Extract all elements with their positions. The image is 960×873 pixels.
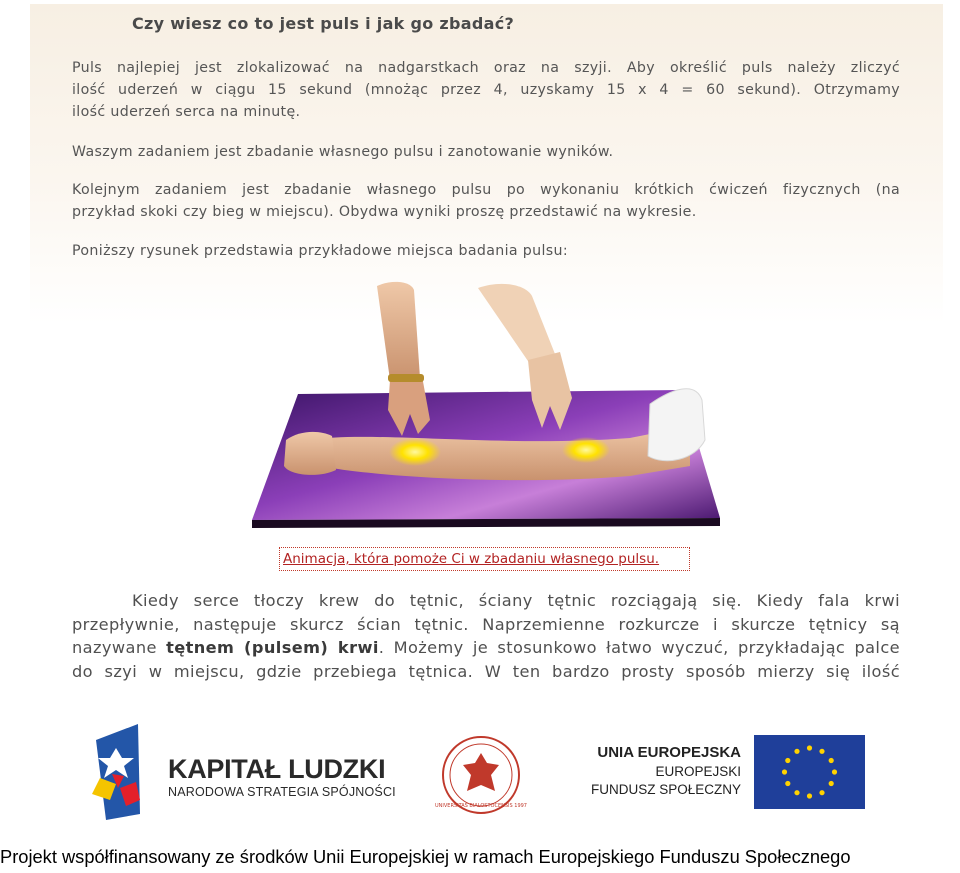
paragraph-pulse-location (72, 57, 900, 123)
hand (284, 432, 336, 475)
right-helper-arm (478, 284, 555, 364)
text-line: ilość uderzeń w ciągu 15 sekund (mnożąc przez 4, uzyskamy 15 x 4 = 60 sekund). Otrzymamy (72, 82, 900, 98)
white-sleeve (648, 389, 705, 461)
kapital-ludzki-title: KAPITAŁ LUDZKI (168, 754, 386, 784)
kapital-ludzki-subtitle: NARODOWA STRATEGIA SPÓJNOŚCI (168, 785, 396, 799)
eu-title: UNIA EUROPEJSKA (597, 744, 741, 761)
paragraph-task-2 (72, 179, 900, 223)
paragraph-task-1: Waszym zadaniem jest zbadanie własnego pulsu i zanotowanie wyników. (72, 144, 614, 160)
text-line: ilość uderzeń serca na minutę. (72, 104, 301, 120)
logo-blue-shape (96, 724, 140, 820)
text-line: nazywane tętnem (pulsem) krwi. Możemy je stosunkowo łatwo wyczuć, przykładając palce (72, 638, 900, 657)
university-seal (435, 735, 527, 815)
left-helper-arm (377, 282, 420, 380)
article-heading: Czy wiesz co to jest puls i jak go zbadać? (132, 14, 515, 33)
paragraph-figure-intro: Poniższy rysunek przedstawia przykładowe miejsca badania pulsu: (72, 243, 569, 259)
text-line: przykład skoki czy bieg w miejscu). Obydwa wyniki proszę przedstawić na wykresie. (72, 204, 697, 220)
pulse-term: tętnem (pulsem) krwi (166, 638, 379, 657)
eu-flag (754, 735, 865, 809)
paragraph-heart-pulse (72, 589, 900, 681)
pulse-point-wrist (389, 438, 441, 466)
pulse-measurement-illustration (250, 280, 722, 532)
text-line: Kolejnym zadaniem jest zbadanie własnego pulsu po wykonaniu krótkich ćwiczeń fizycznych (na (72, 182, 900, 198)
pulse-point-elbow (562, 437, 610, 463)
text-line: Puls najlepiej jest zlokalizować na nadgarstkach oraz na szyji. Aby określić puls należy zliczyć (72, 60, 900, 76)
animation-link[interactable]: Animacja, która pomoże Ci w zbadaniu własnego pulsu. (279, 547, 690, 571)
seal-lettering: UNIVERSITAS BIALOSTOCENSIS 1997 (435, 803, 527, 809)
text-line: przepływnie, następuje skurcz ścian tętnic. Naprzemienne rozkurcze i skurcze tętnicy są (72, 614, 900, 634)
eu-subtitle-2: FUNDUSZ SPOŁECZNY (590, 782, 741, 797)
content-panel-background (30, 4, 943, 324)
eu-subtitle-1: EUROPEJSKI (655, 764, 741, 779)
funding-footer: Projekt współfinansowany ze środków Unii Europejskiej w ramach Europejskiego Funduszu Społecznego (0, 846, 851, 867)
text-line: do szyi w miejscu, gdzie przebiega tętnica. W ten bardzo prosty sposób mierzy się ilość (72, 661, 900, 681)
text-line: Kiedy serce tłoczy krew do tętnic, ściany tętnic rozciągają się. Kiedy fala krwi (132, 591, 900, 610)
